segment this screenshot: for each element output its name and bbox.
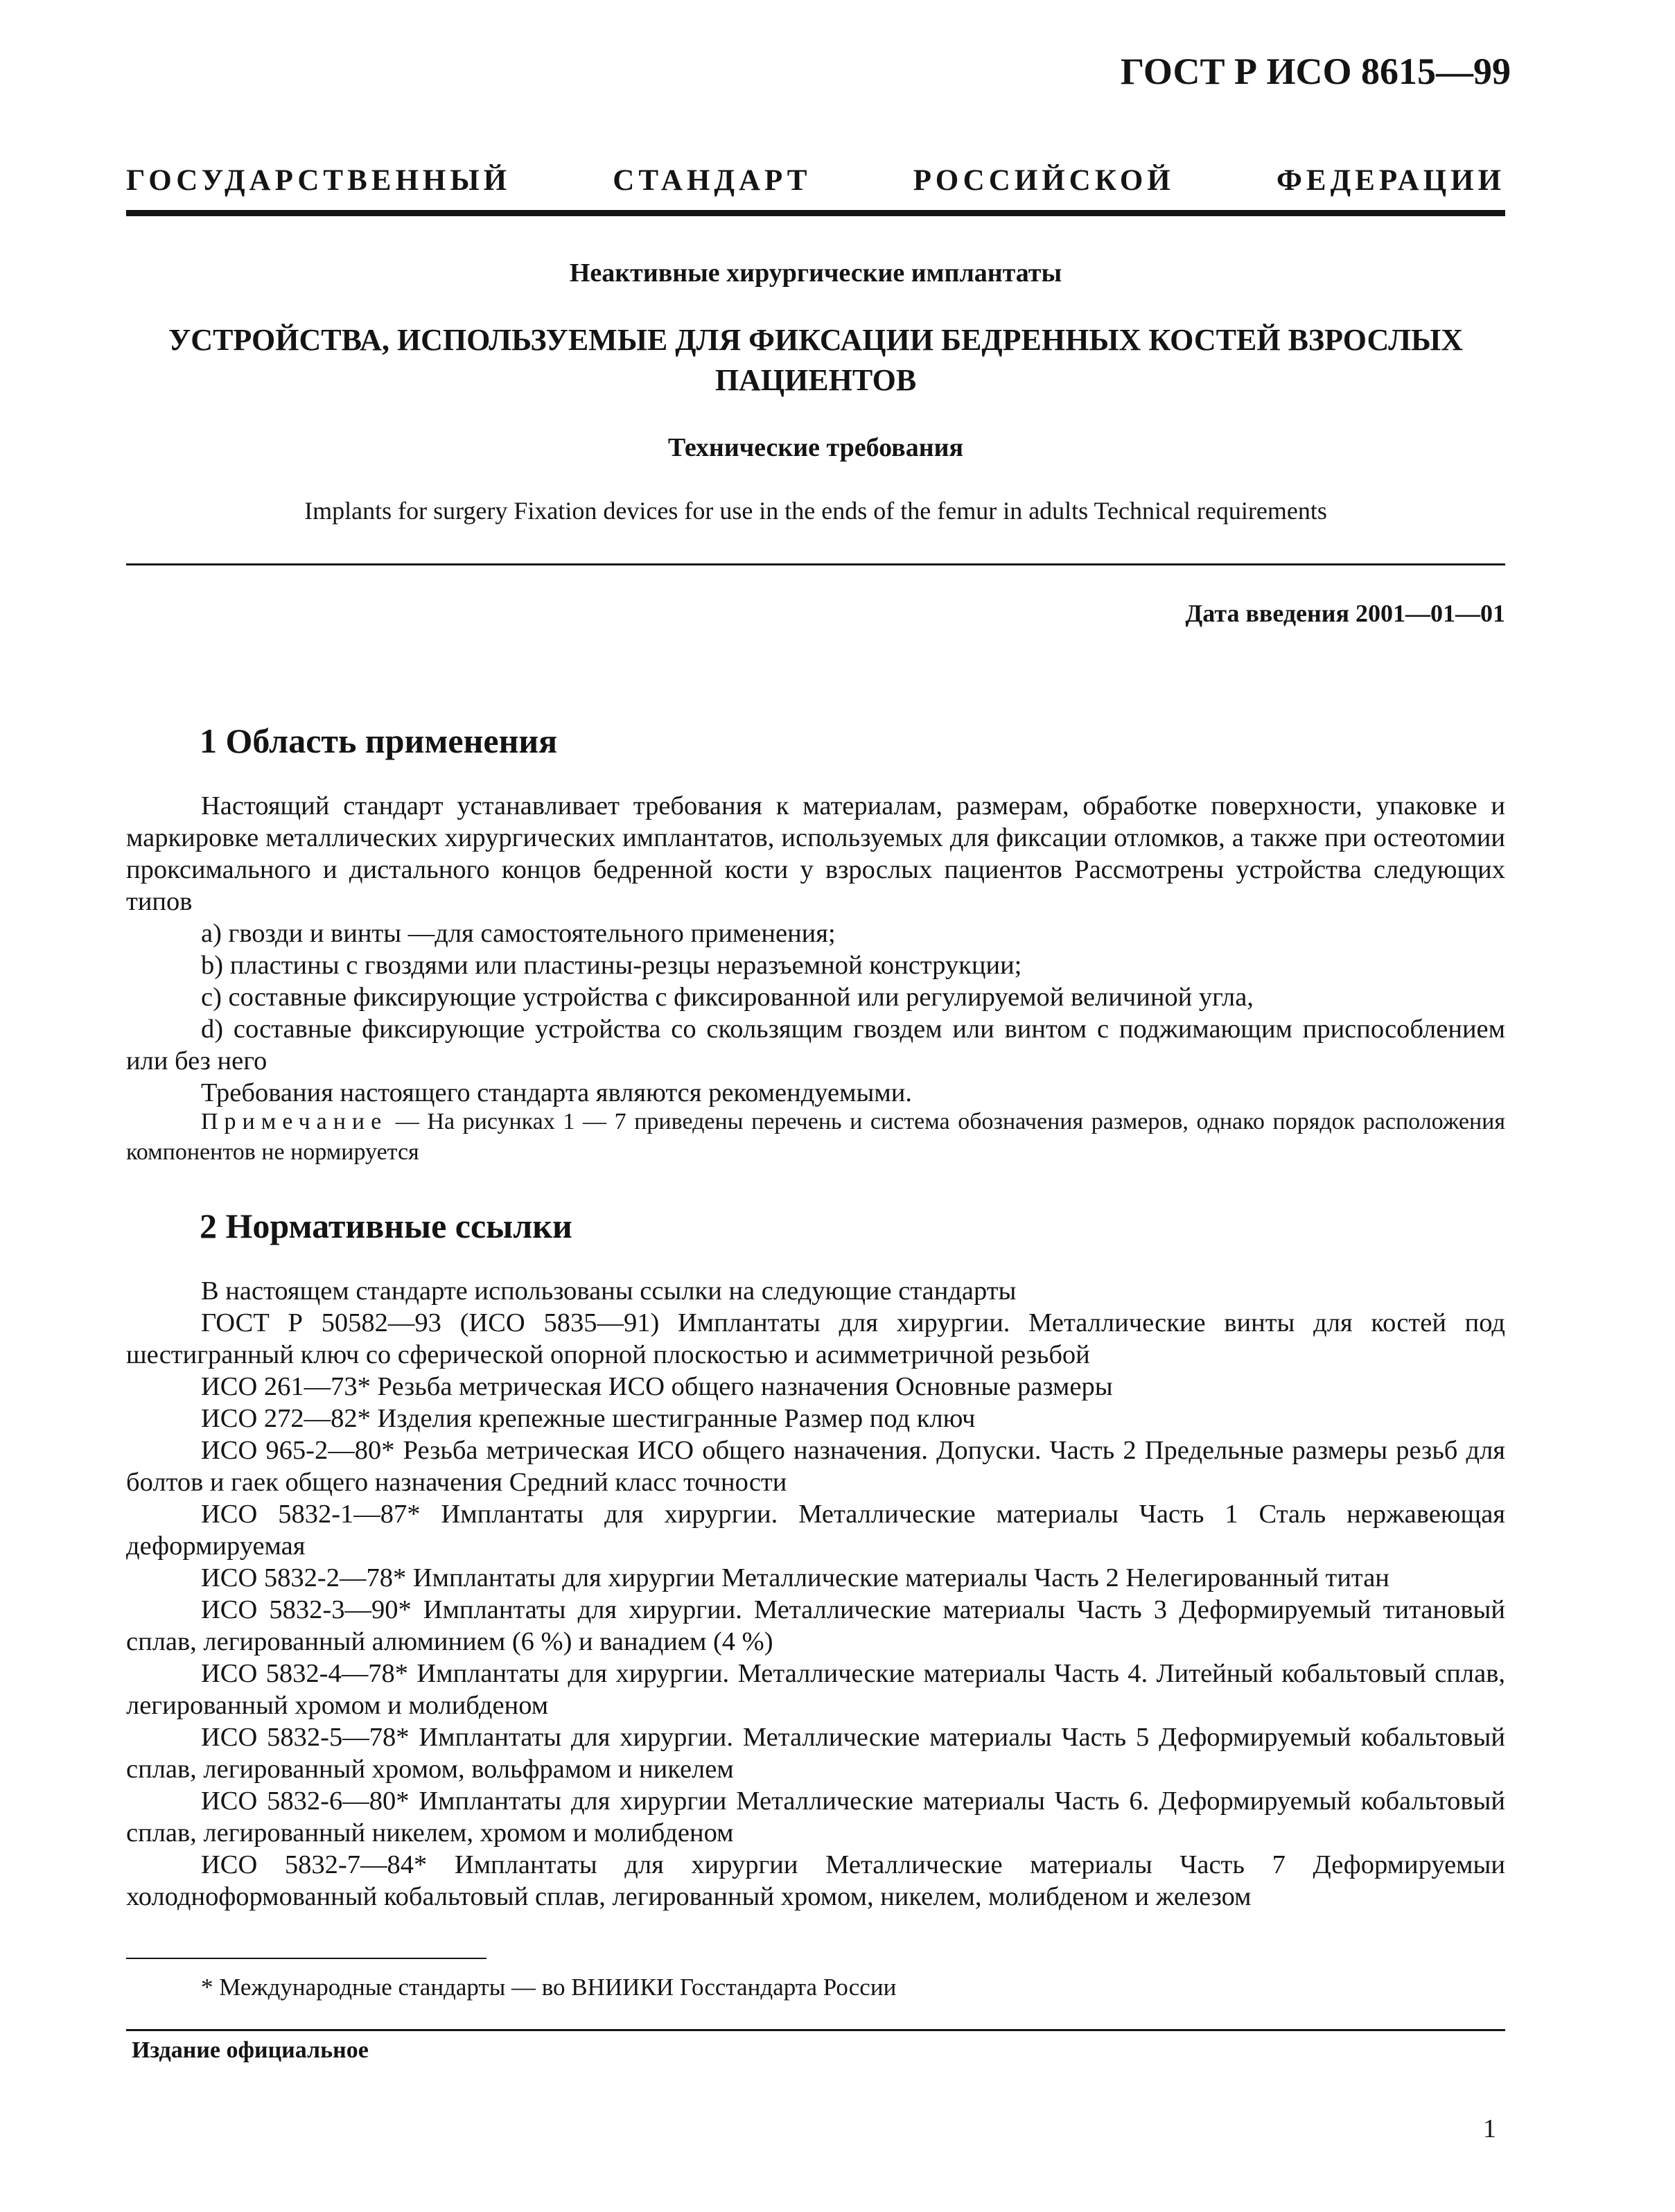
section-1-note (126, 1107, 1505, 1168)
footnote: * Международные стандарты — во ВНИИКИ Госстандарта России (201, 1974, 897, 2001)
list-item: d) составные фиксирующие устройства со скользящим гвоздем или винтом с поджимающим приспособлением или без него (126, 1015, 1505, 1076)
reference-item: ИСО 272—82* Изделия крепежные шестигранные Размер под ключ (201, 1404, 976, 1433)
document-subtitle-requirements: Технические требования (667, 433, 964, 462)
section-1-intro: Настоящий стандарт устанавливает требования к материалам, размерам, обработке поверхности, упаковке и маркировке металлических хирургических имплантатов, используемых для фиксации отломков, а также при остеотомии проксимального и дистального концов бедренной кости у взрослых пациентов Рассмотрены устройства следующих типов (126, 791, 1505, 916)
list-item: с) составные фиксирующие устройства с фиксированной или регулируемой величиной угла, (201, 983, 1254, 1012)
reference-item: ГОСТ Р 50582—93 (ИСО 5835—91) Имплантаты для хирургии. Металлические винты для костей под шестигранный ключ со сферической опорной плоскостью и асимметричной резьбой (126, 1308, 1505, 1369)
reference-item: ИСО 5832-3—90* Имплантаты для хирургии. Металлические материалы Часть 3 Деформируемый титановый сплав, легированный алюминием (6 %) и ванадием (4 %) (126, 1595, 1505, 1656)
header-rule (126, 210, 1505, 216)
document-title: УСТРОЙСТВА, ИСПОЛЬЗУЕМЫЕ ДЛЯ ФИКСАЦИИ БЕДРЕННЫХ КОСТЕЙ ВЗРОСЛЫХ ПАЦИЕНТОВ (168, 323, 1463, 397)
list-item: а) гвозди и винты —для самостоятельного применения; (201, 919, 836, 948)
footnote-rule (126, 1958, 486, 1959)
edition-label: Издание официальное (132, 2037, 369, 2063)
english-title: Implants for surgery Fixation devices for use in the ends of the femur in adults Technical requirements (304, 497, 1327, 525)
reference-item: ИСО 5832-2—78* Имплантаты для хирургии Металлические материалы Часть 2 Нелегированный титан (201, 1563, 1389, 1592)
title-rule (126, 563, 1505, 565)
reference-item: ИСО 5832-1—87* Имплантаты для хирургии. Металлические материалы Часть 1 Сталь нержавеющая деформируемая (126, 1500, 1505, 1561)
section-2-heading: 2 Нормативные ссылки (200, 1206, 572, 1245)
section-1-body (126, 790, 1505, 1109)
introduction-date: Дата введения 2001—01—01 (1185, 599, 1505, 627)
page-number: 1 (1483, 2114, 1496, 2143)
reference-item: ИСО 261—73* Резьба метрическая ИСО общего назначения Основные размеры (201, 1372, 1113, 1401)
device-types-list (126, 918, 1505, 1013)
reference-item: ИСО 965-2—80* Резьба метрическая ИСО общего назначения. Допуски. Часть 2 Предельные размеры резьб для болтов и гаек общего назначения Средний класс точности (126, 1436, 1505, 1497)
section-2-body (126, 1275, 1505, 1913)
reference-item: ИСО 5832-5—78* Имплантаты для хирургии. Металлические материалы Часть 5 Деформируемый кобальтовый сплав, легированный хромом, вольфрамом и никелем (126, 1723, 1505, 1784)
document-code: ГОСТ Р ИСО 8615—99 (1120, 51, 1511, 92)
section-2-intro: В настоящем стандарте использованы ссылки на следующие стандарты (201, 1276, 1017, 1306)
section-1-heading: 1 Область применения (200, 721, 558, 760)
recommendation-text: Требования настоящего стандарта являются рекомендуемыми. (201, 1078, 912, 1107)
reference-item: ИСО 5832-6—80* Имплантаты для хирургии Металлические материалы Часть 6. Деформируемый кобальтовый сплав, легированный никелем, хромом и молибденом (126, 1787, 1505, 1847)
reference-item: ИСО 5832-4—78* Имплантаты для хирургии. Металлические материалы Часть 4. Литейный кобальтовый сплав, легированный хромом и молибденом (126, 1659, 1505, 1720)
footer-rule (126, 2029, 1505, 2031)
document-subtitle: Неактивные хирургические имплантаты (569, 258, 1062, 288)
note-text: — На рисунках 1 — 7 приведены перечень и система обозначения размеров, однако порядок расположения компонентов не нормируется (126, 1109, 1505, 1165)
note-label: Примечание (201, 1109, 388, 1134)
standard-banner: ГОСУДАРСТВЕННЫЙ СТАНДАРТ РОССИЙСКОЙ ФЕДЕРАЦИИ (126, 164, 1505, 197)
reference-item: ИСО 5832-7—84* Имплантаты для хирургии Металлические материалы Часть 7 Деформируемыи холодноформованный кобальтовый сплав, легированный хромом, никелем, молибденом и железом (126, 1850, 1505, 1911)
list-item: b) пластины с гвоздями или пластины-резцы неразъемной конструкции; (201, 951, 1022, 980)
